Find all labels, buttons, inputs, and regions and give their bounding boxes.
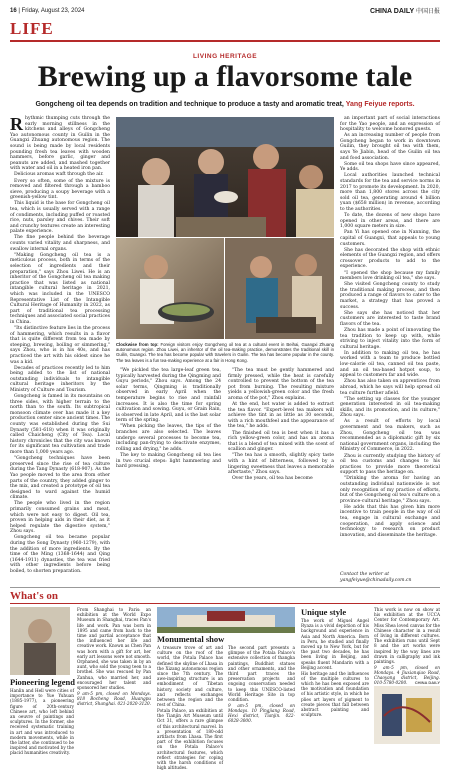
col1-paragraph: Gongcheng is famed in its mountains on three sides, with higher terrain to the north than to the south. Its subtropical monsoon climate over has made it a key production center since ancient times. The county was established during the Sui Dynasty (581-618) when it was originally called Chaicheng (City of Tea). Local history chronicles that the city was known for its significant tea cultivation and trade more than 1,000 years ago. — [10, 394, 111, 456]
unique-style-text-2: His heritage and the influences of the multiple cultures to which he has been exposed are the motivation and foundation of his artistic style, in which he plies art layers of pigment to create pieces that fall between abstract painting and sculpture. — [301, 670, 369, 718]
potala-photo — [157, 607, 295, 633]
col1-paragraph: The people who lived in the region primarily consumed grains and meat, which were not easy to digest. Oil tea, proven in helping aids in their diet, as it helped regulate the digestive system," Zhou says. — [10, 501, 110, 535]
col2-paragraph: The key to making Gongcheng oil tea lies in two crucial steps: light hammering and hard pressing. — [116, 452, 221, 470]
col4-paragraph: Zhou has made a point of innovating the tea tradition to keep up with, while striving to inject vitality into the form of cultural heritage. — [340, 327, 440, 350]
col2-paragraph: "When picking the leaves, the tips of the branches are also selected. The leaves undergo several processes to become tea, including pan-frying to deactivate enzymes, rolling and drying," he adds. — [116, 424, 221, 452]
headline: Brewing up a flavorsome tale — [37, 60, 413, 93]
col1-paragraph: The fine people behind the beverage counts varied vitality and sharpness, and swallow internal organs. — [10, 235, 110, 252]
article-column-1 — [10, 116, 110, 586]
kicker: LIVING HERITAGE — [192, 53, 258, 60]
pioneering-legend-text-2: From Shanghai to Paris: an exhibition at the World Expo Museum in Shanghai, traces Pan's life and work. Pan was born in 1895 and came from back to the time and partial acceptance that the influenced her life and creative work. Known as Chen Pan was born with a gift for art, her early art lessons were not smooth. Orphaned, she was taken in by an aunt, who sold the young teen to a brothel. She was rescued by Pan Zanhua, who married her, and encouraged her talent and sponsored her studies. — [77, 607, 151, 691]
unique-style-info: 9 am-5 pm, closed on Mondays. 4 Jiuxianqiao Road, Chaoyang district, Beijing. 010-5780-0200. — [374, 664, 440, 686]
col4-paragraph: As a result of efforts by local government and tea makers, such as Zhou, Gongcheng oil tea was recommended as a diplomatic gift by six national government organs, including the Ministry of Commerce, in 2022. — [340, 419, 440, 453]
col4-paragraph: an important part of social interactions for the Yao people, and an expression of hospitality to welcome honored guests. — [340, 116, 440, 133]
col4-paragraph: She visited Gongcheng county to study the traditional making process, and then produced a range of flavors to cater to the market, a strategy that has proved a success. — [340, 282, 440, 310]
monumental-show-body-1 — [157, 645, 223, 770]
pioneering-legend-info: 9 am-5 pm, closed on Mondays. 818 Bocheng Road, Huangpu district, Shanghai. 021-2020-3120. — [77, 690, 151, 707]
col3-paragraph: At the end, hot water is added to extract the tea flavor. "Expert-level tea makers will achieve the tint in as little as 30 seconds, with a rich mouthfeel and the appearance of the tea," he adds. — [228, 402, 334, 430]
page-info: 16 | Friday, August 23, 2024 — [10, 8, 85, 14]
col1-paragraph: Delicious aromas waft through the air. — [14, 172, 104, 178]
pioneering-legend-photo — [10, 607, 70, 675]
whatson-title: What's on — [10, 590, 58, 602]
deck — [10, 101, 440, 108]
col4-paragraph: He adds that this has given him more incentive to train people in the way of oil tea, engage in cultural exchange and cooperation, and apply science and technology to research on product innovation, and disseminate the heritage. — [340, 504, 440, 538]
col2-paragraph: "We pickled the tea large-leaf green tea, typically harvested during the Qingming and Guyu periods," Zhou says. Among the 24 solar terms, Qingming is traditionally observed in early April when the temperature begins to rise and rainfall increases. It is also the time for spring cultivation and sowing. Guyu, or Grain Rain, is observed in late April, and is the last solar term of the spring. — [116, 368, 221, 424]
caption-text: Foreign visitors enjoy Gongcheng oil tea at a cultural event in Beihai, Guangxi Zhuang autonomous region. Zhou Liwei, an inheritor of the oil tea-making practice, demonstrates the traditional skill in Guilin, Guangxi. The tea has become popular with travelers in Guilin. The tea has become popular in the county. The tea leaves is a fun tea-making experience at a fair in Hong Kong. — [116, 342, 334, 363]
photo-collage-image — [116, 117, 334, 339]
col4-paragraph: Zhou has also taken on apprentices from abroad, which he says will help spread oil tea culture further afield. — [340, 379, 440, 396]
col4-paragraph: Local authorities launched technical standards for the tea and service norms in 2017 to promote its development. In 2020, more than 1,800 stores across the city sold oil tea, generating around 4 billion yuan ($658 million) in revenue, according to the authorities. — [340, 173, 440, 212]
col3-paragraph: The finished oil tea is best when it has a rich yellow-green color, and has an aroma that is a blend of tea mixed with the scent of scallion and ginger. — [228, 430, 334, 453]
monumental-show-text-1: A treasure trove of art and culture on the roof of the world, the Potala Palace has defined the skyline of Lhasa in the Xizang autonomous region since the 7th century. The awe-inspiring structure is an embodiment of Tibetan history, society and culture, and reflects exchanges between the region and the rest of China. — [157, 645, 223, 708]
article-column-2 — [116, 368, 221, 586]
monumental-show-text-2: Potala Palace, an exhibition at the Tianjin Art Museum until Oct 31, offers a rare glimpse of this architectural marvel. In a presentation of 180-odd artifacts from Lhasa. The first part of the exhibition focuses on the Potala Palace's architectural features, which reflect strategies for coping with the harsh conditions of high altitudes. — [157, 707, 223, 770]
col4-paragraph: As an increasing number of people from Gongcheng began to work in downtown Guilin, they brought oil tea with them, says Ye Jiabin, head of the Guilin oil tea and food association. — [340, 133, 440, 161]
col1-paragraph: "Its distinctive feature lies in the process of hammering, which results in a flavor that is quite different from tea made by steeping, brewing, boiling or simmering," says Zhou, who is in his 40s, and has practiced the art with his oldest since he was a kid. — [10, 325, 110, 365]
col4-paragraph: Zhou is currently studying the history of oil tea customs and changes to his practices to provide more theoretical support to pass the heritage on. — [340, 453, 440, 476]
page-date: Friday, August 23, 2024 — [21, 8, 85, 14]
col1-paragraph: hythmic thumping cuts through the early morning stillness in the kitchens and alleys of Gongcheng Yao autonomous county in Guilin in the Guangxi Zhuang autonomous region. The sound is being made by local residents pounding fresh tea leaves with wooden hammers, before garlic, ginger and peanuts are added, and mashed together with water and oil in a heated iron pan. — [10, 116, 110, 172]
page-header — [10, 6, 440, 18]
col4-paragraph: "I opened the shop because my family members love drinking oil tea," she says. — [340, 270, 440, 282]
unique-style-headline: Unique style — [301, 607, 347, 617]
section-rule — [10, 40, 440, 42]
unique-style-text-1: The work of Miguel Angel Ryaza is a vivid depiction of his background and experience in Asia and North America. Born in Peru, he studied and finally moved up to New York, but for the past two decades, he has been living in Beijing, and speaks fluent Mandarin with a Beijing accent. — [301, 618, 369, 670]
col4-paragraph: She says she has noticed that her customers are interested to taste brand flavors of the tea. — [340, 310, 440, 327]
contact-text: Contact the writer at yangfeiyue@chinadaily.com.cn — [340, 572, 412, 583]
photo-credit: CHINA DAILY — [414, 680, 440, 685]
portrait-image — [10, 607, 70, 675]
whatson-rule — [10, 603, 440, 604]
paper-name-text: CHINA DAILY — [369, 8, 415, 15]
col3-paragraph: "The tea must be gently hammered and firmly pressed, while the heat is carefully controlled to prevent the bottom of the tea pot from burning. The resulting mixture yields a yellowish-green color and the fresh aroma of the pot," Zhou explains. — [228, 368, 334, 401]
contact-line — [340, 572, 440, 586]
unique-style-body-1 — [301, 618, 369, 744]
col4-paragraph: To date, the dozens of new shops have opened in other areas, and there are 1,000 square meters in size. — [340, 213, 440, 230]
paper-name — [370, 6, 440, 15]
divider — [10, 587, 440, 588]
col3-paragraph: Over the years, oil tea has become — [232, 476, 313, 482]
deck-text: Gongcheng oil tea depends on tradition and technique to produce a tasty and aromatic treat, — [35, 101, 344, 108]
photo-collage — [116, 117, 334, 339]
col4-paragraph: In addition to making oil tea, he has worked with a team to produce bottled low-calorie oil tea, canned oil tea paste, and an oil tea-based hotpot soup, to appeal to customers far and wide. — [340, 350, 440, 379]
monumental-show-info: 9 am-5 pm, closed on Mondays. 10 Pingjiang Road, Hexi district, Tianjin. 022-6028-3000. — [228, 702, 295, 724]
unique-style-text-3: This work is now on show at his exhibition at the UCCA Center for Contemporary Art. Miss Shea loved canvas for the Chinese character in a result of living in different cultures. The exhibition runs until Sept 8 and the art works were inspired by the way lines are drawn in calligraphy and ink paintings. — [374, 607, 440, 665]
caption-lead: Clockwise from top: — [116, 342, 159, 347]
pioneering-legend-headline: Pioneering legend — [10, 677, 75, 687]
col1-paragraph: Every so often, some of the mixture is removed and filtered through a bamboo sieve, producing a soupy beverage with a greenish-yellow tint. — [10, 178, 110, 201]
monumental-show-text-3: The second part presents a glimpse of the Potala Palace's extensive collection of thangka paintings, Buddhist statues and other ornaments, and the third part traces the preservation projects and ongoing conservation needed to keep this UNESCO-listed World Heritage Site in top condition. — [228, 645, 295, 703]
col4-paragraph: Some oil tea shops have since appeared, Ye adds. — [340, 161, 440, 173]
col4-paragraph: "Drinking the aroma for having an outstanding individual nationwide is not only recognition of my practice of efforts, but of the Gongcheng oil tea's culture on a province-cultural heritage," Zhou says. — [340, 476, 440, 504]
col4-paragraph: Pan Yi has opened one in Nanning, the capital of Guangxi, that appeals to young customers. — [340, 230, 440, 247]
col1-paragraph: "Making Gongcheng oil tea is a meticulous process, both in terms of the selection of ingredients and their preparation," says Zhou Liwei. He is an inheritor of the Gongcheng oil tea making practice that was listed as national intangible cultural heritage in 2021, which was included in the UNESCO Representative List of the Intangible Cultural Heritage of Humanity in 2022, as part of traditional tea processing techniques and associated social practices in China. — [10, 252, 110, 325]
pioneering-legend-body-2 — [77, 607, 151, 744]
paper-name-cn: 中国日报 — [415, 9, 440, 15]
col1-paragraph: "Gongcheng techniques have been preserved since the rise of tea culture during the Tang Dynasty (618-907). As the Yao people moved to the area from other parts of the country, they added ginger to the mix, and created a prototype of oil tea designed to ward against the humid climate. — [10, 456, 110, 501]
pioneering-legend-body — [10, 688, 74, 756]
article-column-3 — [228, 368, 334, 586]
col1-paragraph: Decades of practices recently led to him being added to the list of national outstanding individuals to intangible cultural heritage inheritors by the Ministry of Culture and Tourism. — [10, 365, 110, 393]
section-title: LIFE — [10, 19, 54, 38]
photo-caption — [116, 342, 334, 363]
unique-style-photo — [374, 686, 440, 744]
page-number: 16 — [10, 8, 17, 14]
col1-paragraph: This liquid is the base for Gongcheng oil tea, which is usually served with a range of condiments, including puffed or roasted rice, nuts, parsley and chives. Their soft and crunchy textures create an interesting palate experience. — [10, 201, 110, 235]
drop-cap: R — [10, 114, 23, 134]
potala-image — [157, 607, 295, 633]
monumental-show-headline: Monumental show — [157, 634, 225, 644]
col4-paragraph: She has decorated the shop with ethnic elements of the Guangxi region, and offers crossover products to add to the experience. — [340, 247, 440, 270]
article-column-4 — [340, 116, 440, 571]
painting-image — [374, 686, 440, 744]
col1-paragraph: Gongcheng oil tea became popular during the Song Dynasty (960-1279), with the addition of more ingredients. By the time of the Ming (1368-1644) and Qing (1644-1911) dynasties, the tea was fried with other ingredients before being boiled, to shorten preparation. — [10, 535, 110, 574]
monumental-show-body-2 — [228, 645, 295, 744]
pioneering-legend-text: Hanlin and Hell were cities of importance to Yue Yuhuan (1885-1977), a pioneering figure of 20th-century Chinese art, who left behind an oeuvre of paintings and sculptures. In the former, she received systematic training in art and was introduced to modern movements, while in the latter, she continued to be inspired and motivated by the placid humanities creativity. — [10, 688, 74, 756]
col3-paragraph: "The tea has a smooth, slightly spicy taste with a hint of bitterness, followed by a lingering sweetness that leaves a memorable aftertaste," Zhou says. — [228, 453, 334, 476]
col4-paragraph: "The setting up classes for the younger generation interested in oil tea-making skills, and its promotion, and its culture," Zhou says. — [340, 396, 440, 419]
byline: Yang Feiyue reports. — [345, 101, 415, 108]
